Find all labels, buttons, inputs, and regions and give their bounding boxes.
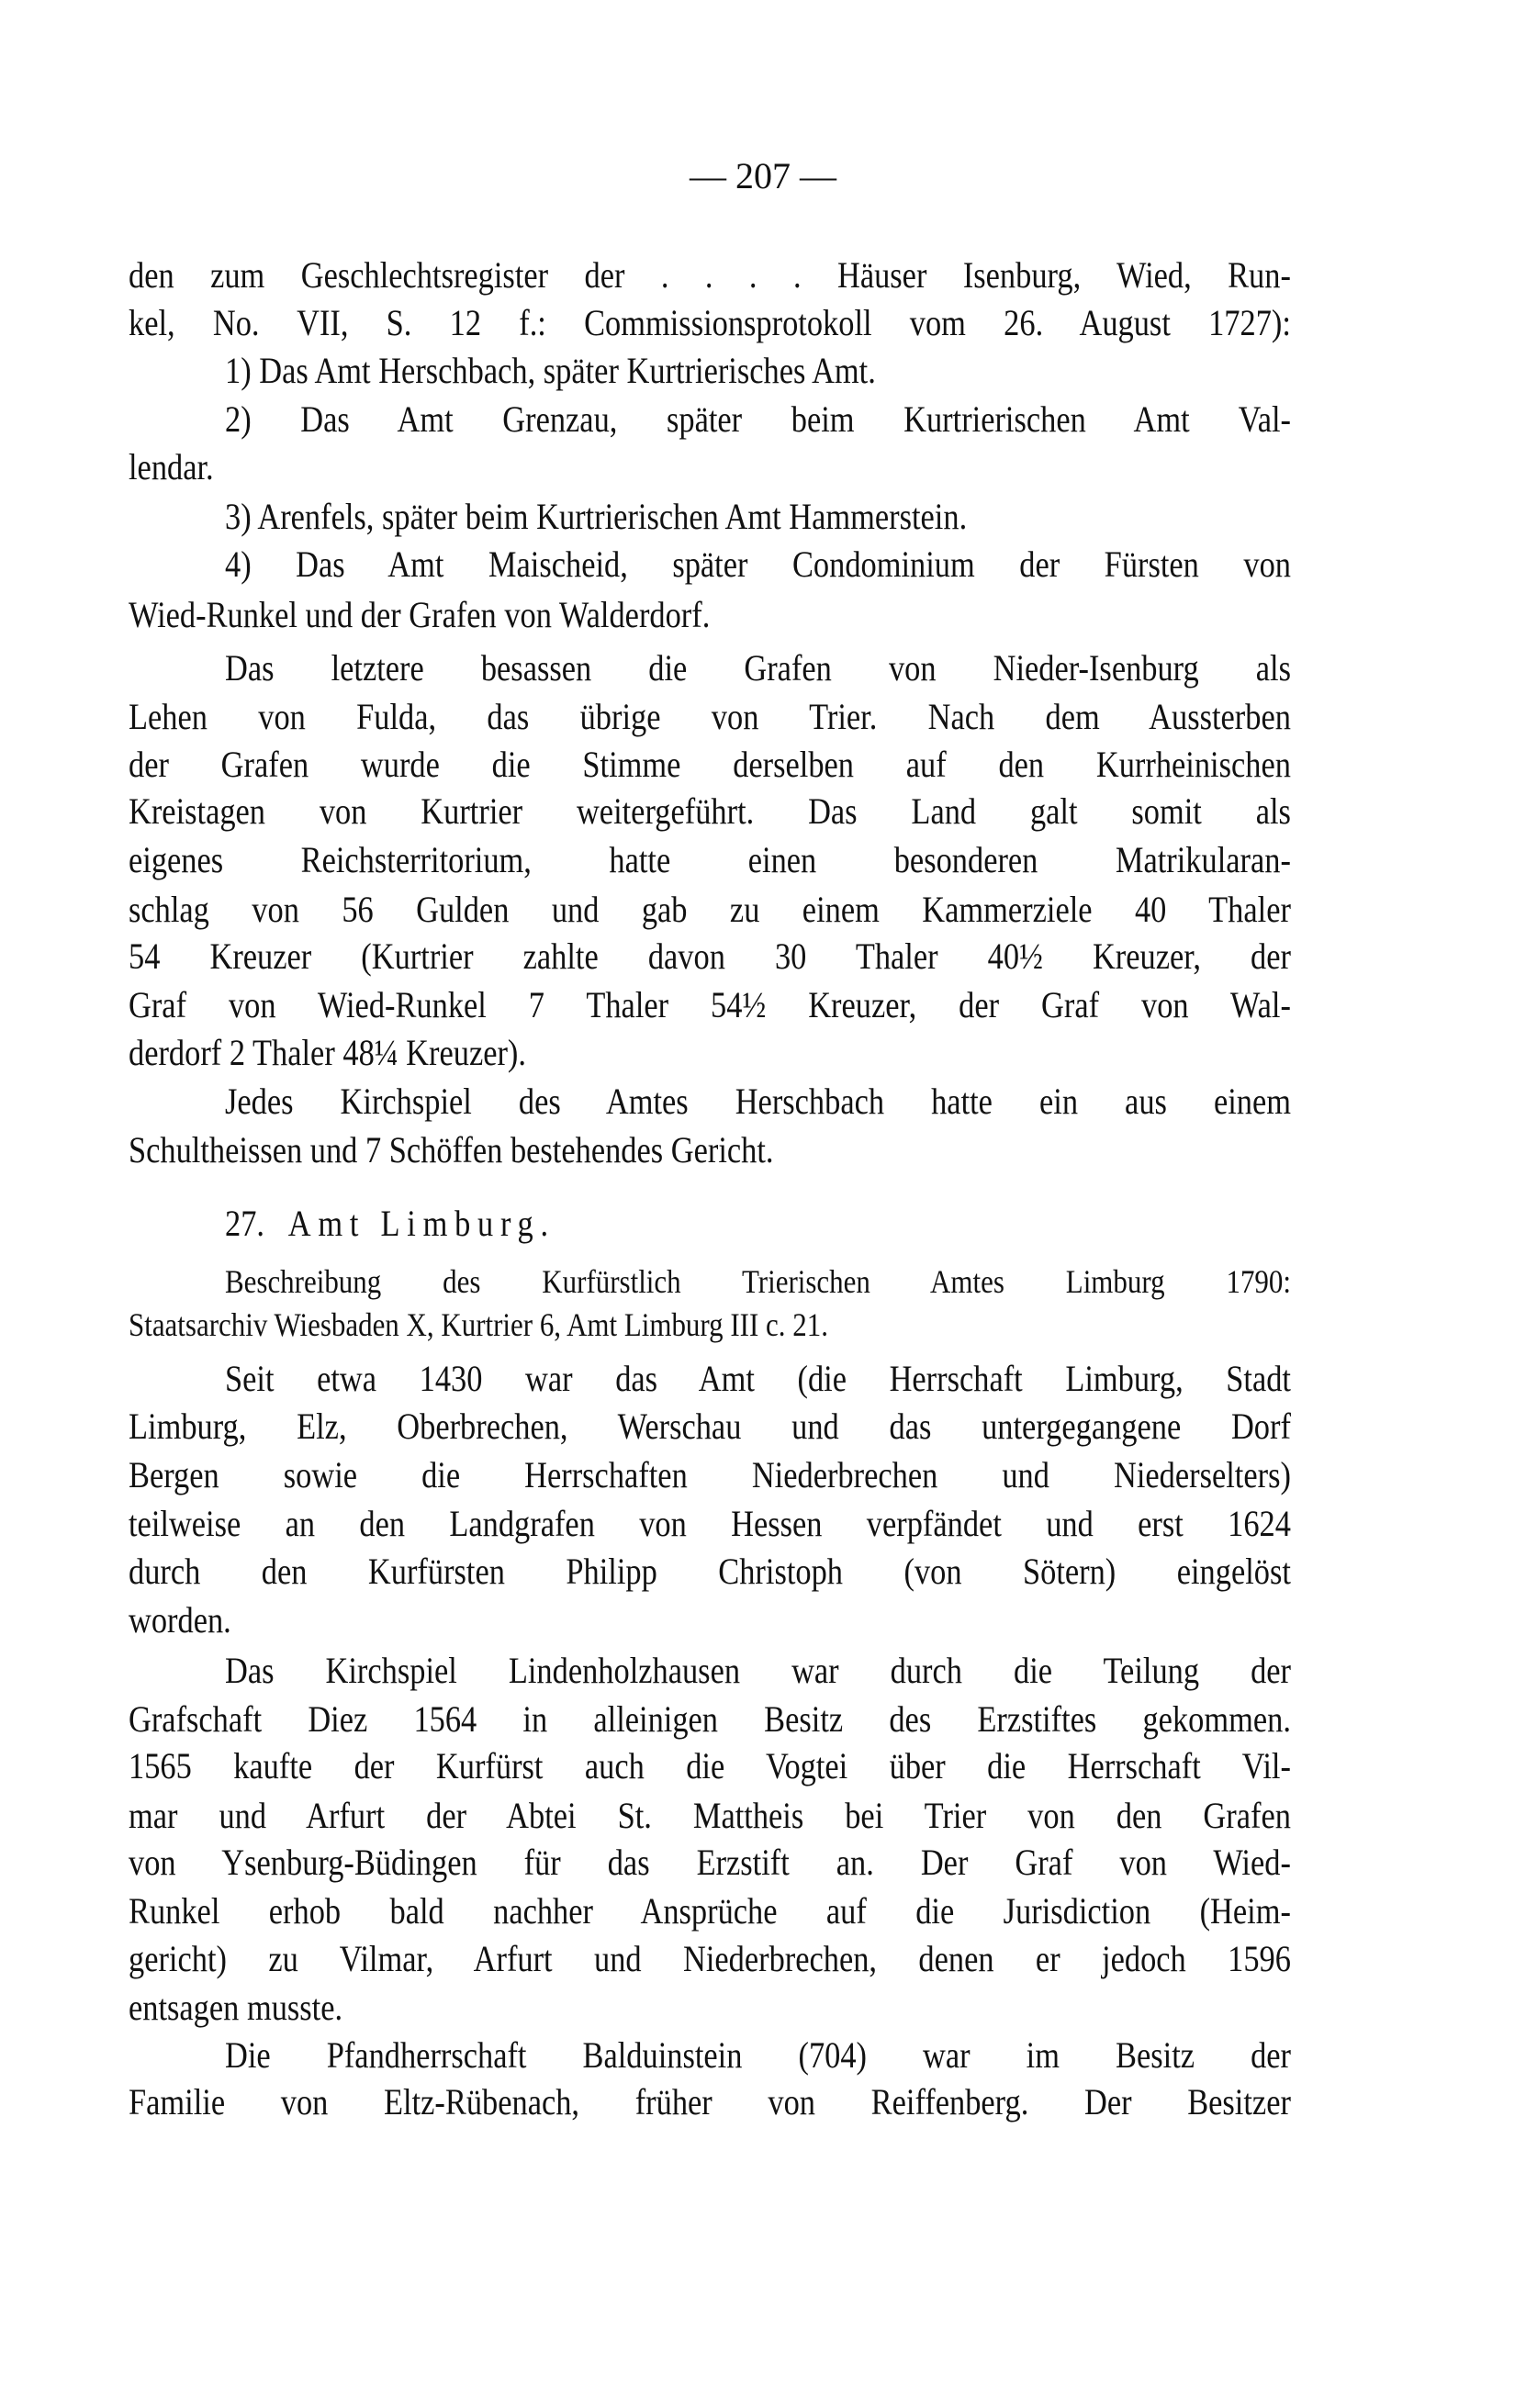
- text-line: Limburg, Elz, Oberbrechen, Werschau und das untergegangene Dorf: [129, 1406, 1291, 1447]
- text-line: mar und Arfurt der Abtei St. Mattheis bei Trier von den Grafen: [129, 1795, 1291, 1836]
- text-line: Staatsarchiv Wiesbaden X, Kurtrier 6, Amt Limburg III c. 21.: [129, 1306, 828, 1343]
- text-line: der Grafen wurde die Stimme derselben auf den Kurrheinischen: [129, 744, 1291, 785]
- text-line: gericht) zu Vilmar, Arfurt und Niederbrechen, denen er jedoch 1596: [129, 1938, 1291, 1979]
- text-line: Jedes Kirchspiel des Amtes Herschbach hatte ein aus einem: [225, 1081, 1291, 1122]
- text-line: Graf von Wied-Runkel 7 Thaler 54½ Kreuzer, der Graf von Wal-: [129, 984, 1291, 1025]
- text-line: Das letztere besassen die Grafen von Nieder-Isenburg als: [225, 647, 1291, 689]
- text-line: Familie von Eltz-Rübenach, früher von Reiffenberg. Der Besitzer: [129, 2081, 1291, 2122]
- text-line: Runkel erhob bald nachher Ansprüche auf die Jurisdiction (Heim-: [129, 1890, 1291, 1932]
- text-line: Grafschaft Diez 1564 in alleinigen Besitz des Erzstiftes gekommen.: [129, 1698, 1291, 1740]
- text-line: teilweise an den Landgrafen von Hessen verpfändet und erst 1624: [129, 1503, 1291, 1544]
- text-line: 54 Kreuzer (Kurtrier zahlte davon 30 Thaler 40½ Kreuzer, der: [129, 935, 1291, 977]
- text-line: kel, No. VII, S. 12 f.: Commissionsprotokoll vom 26. August 1727):: [129, 302, 1291, 343]
- text-line: Die Pfandherrschaft Balduinstein (704) war im Besitz der: [225, 2034, 1291, 2076]
- section-number: 27.: [225, 1203, 264, 1244]
- text-line: Schultheissen und 7 Schöffen bestehendes Gericht.: [129, 1129, 774, 1170]
- text-line: derdorf 2 Thaler 48¼ Kreuzer).: [129, 1032, 526, 1073]
- text-line: durch den Kurfürsten Philipp Christoph (von Sötern) eingelöst: [129, 1551, 1291, 1592]
- text-line: Lehen von Fulda, das übrige von Trier. Nach dem Aussterben: [129, 696, 1291, 737]
- text-line: Bergen sowie die Herrschaften Niederbrechen und Niederselters): [129, 1454, 1291, 1495]
- text-line: 1565 kaufte der Kurfürst auch die Vogtei über die Herrschaft Vil-: [129, 1745, 1291, 1786]
- text-line: Das Kirchspiel Lindenholzhausen war durch die Teilung der: [225, 1650, 1291, 1691]
- text-line: von Ysenburg-Büdingen für das Erzstift an. Der Graf von Wied-: [129, 1842, 1291, 1883]
- text-line: Beschreibung des Kurfürstlich Trierischen Amtes Limburg 1790:: [225, 1263, 1291, 1300]
- text-line: Kreistagen von Kurtrier weitergeführt. Das Land galt somit als: [129, 790, 1291, 832]
- text-line: Wied-Runkel und der Grafen von Walderdorf.: [129, 594, 711, 635]
- text-line: eigenes Reichsterritorium, hatte einen besonderen Matrikularan-: [129, 839, 1291, 880]
- page-number: — 207 —: [690, 155, 836, 196]
- text-line: 3) Arenfels, später beim Kurtrierischen Amt Hammerstein.: [225, 496, 968, 537]
- section-heading: [225, 1202, 555, 1245]
- text-line: 2) Das Amt Grenzau, später beim Kurtrierischen Amt Val-: [225, 398, 1291, 440]
- text-line: Seit etwa 1430 war das Amt (die Herrschaft Limburg, Stadt: [225, 1358, 1291, 1399]
- text-line: entsagen musste.: [129, 1987, 343, 2028]
- text-line: schlag von 56 Gulden und gab zu einem Kammerziele 40 Thaler: [129, 889, 1291, 930]
- text-line: 4) Das Amt Maischeid, später Condominium der Fürsten von: [225, 543, 1291, 585]
- text-line: worden.: [129, 1599, 231, 1641]
- text-line: den zum Geschlechtsregister der . . . . Häuser Isenburg, Wied, Run-: [129, 254, 1291, 296]
- section-title: Amt Limburg.: [287, 1203, 555, 1244]
- text-line: 1) Das Amt Herschbach, später Kurtrierisches Amt.: [225, 350, 876, 391]
- text-line: lendar.: [129, 446, 214, 487]
